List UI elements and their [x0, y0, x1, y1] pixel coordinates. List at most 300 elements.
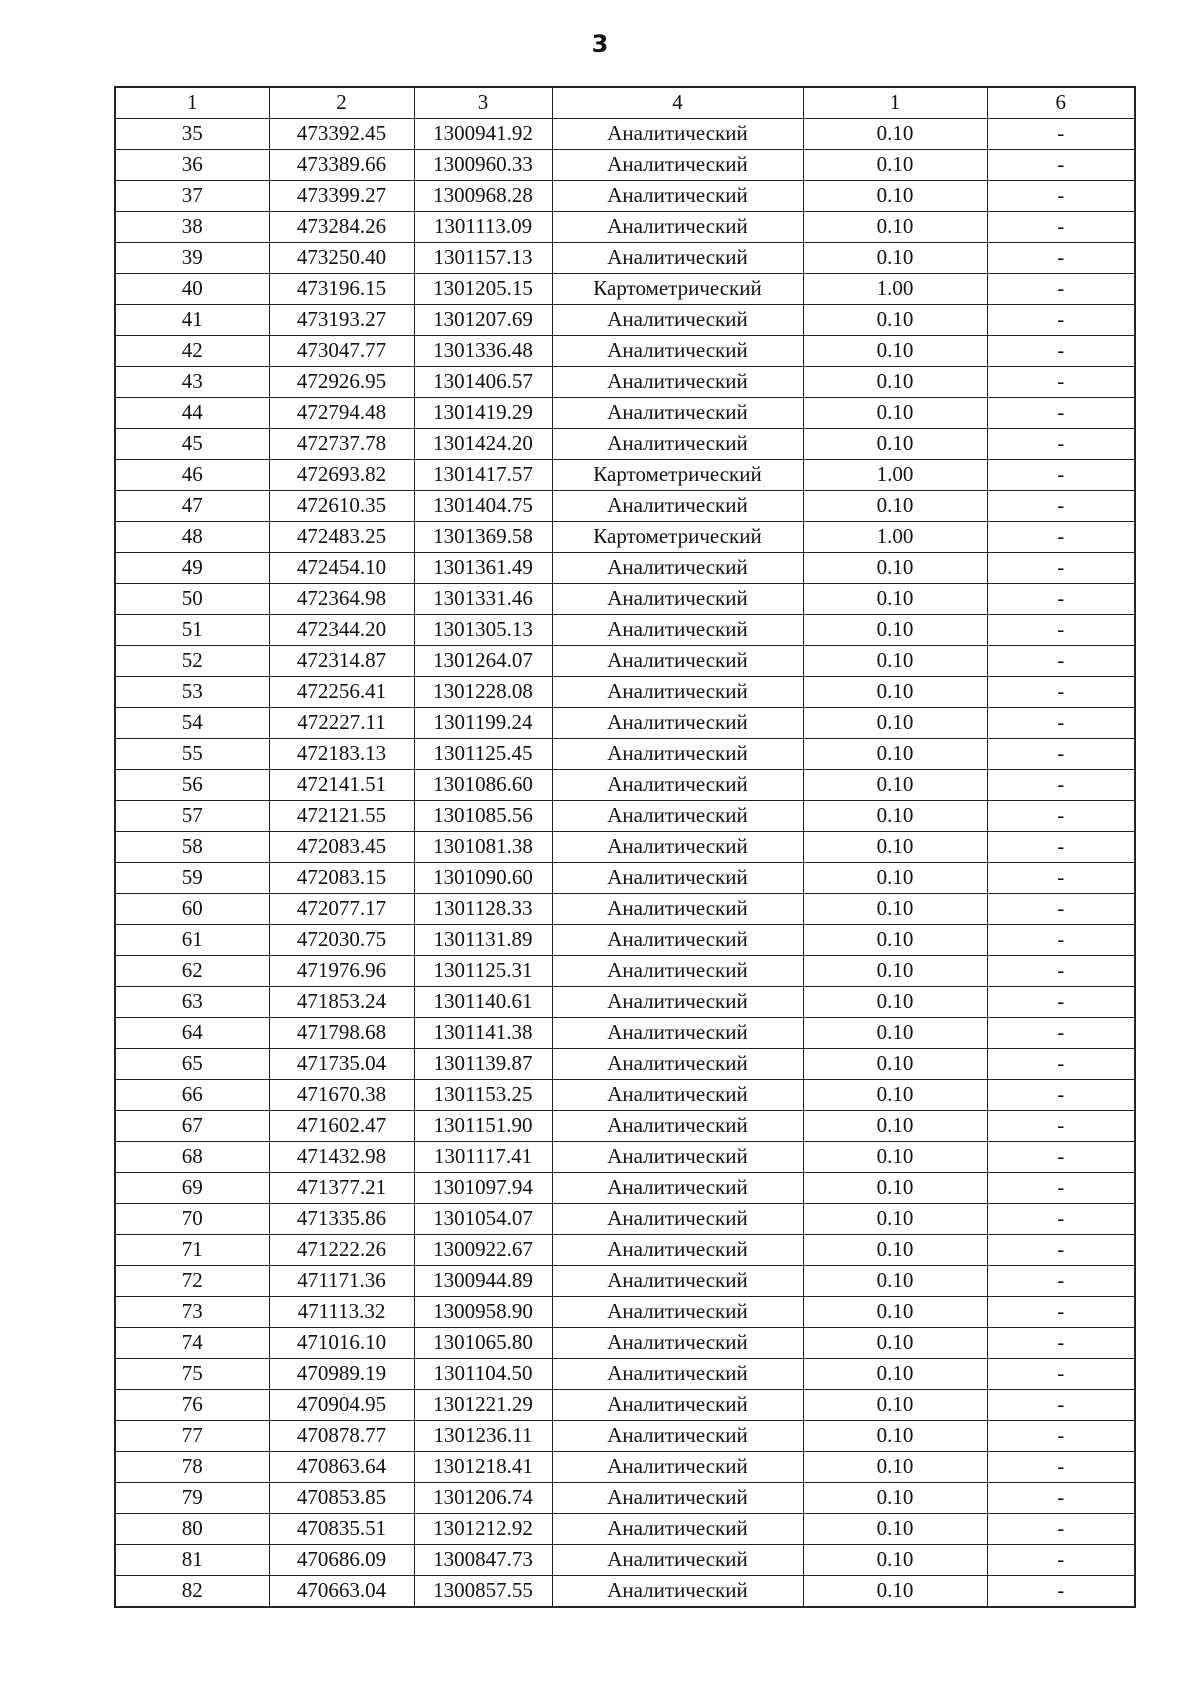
note-cell: - — [987, 242, 1135, 273]
x-coordinate-cell: 472364.98 — [269, 583, 414, 614]
accuracy-cell: 0.10 — [803, 552, 987, 583]
note-cell: - — [987, 552, 1135, 583]
table-row — [115, 614, 1135, 645]
point-number-cell: 49 — [115, 552, 269, 583]
note-cell: - — [987, 211, 1135, 242]
accuracy-cell: 0.10 — [803, 893, 987, 924]
x-coordinate-cell: 473193.27 — [269, 304, 414, 335]
table-row — [115, 1172, 1135, 1203]
point-number-cell: 61 — [115, 924, 269, 955]
x-coordinate-cell: 472083.15 — [269, 862, 414, 893]
point-number-cell: 73 — [115, 1296, 269, 1327]
accuracy-cell: 0.10 — [803, 924, 987, 955]
point-number-cell: 39 — [115, 242, 269, 273]
x-coordinate-cell: 471602.47 — [269, 1110, 414, 1141]
table-row — [115, 707, 1135, 738]
point-number-cell: 72 — [115, 1265, 269, 1296]
x-coordinate-cell: 473284.26 — [269, 211, 414, 242]
accuracy-cell: 0.10 — [803, 1110, 987, 1141]
note-cell: - — [987, 1544, 1135, 1575]
method-cell: Аналитический — [552, 676, 803, 707]
method-cell: Аналитический — [552, 397, 803, 428]
point-number-cell: 45 — [115, 428, 269, 459]
note-cell: - — [987, 1172, 1135, 1203]
table-row — [115, 1389, 1135, 1420]
y-coordinate-cell: 1301218.41 — [414, 1451, 552, 1482]
point-number-cell: 57 — [115, 800, 269, 831]
note-cell: - — [987, 1110, 1135, 1141]
method-cell: Аналитический — [552, 955, 803, 986]
table-row — [115, 924, 1135, 955]
note-cell: - — [987, 1451, 1135, 1482]
point-number-cell: 51 — [115, 614, 269, 645]
column-header: 1 — [803, 87, 987, 118]
y-coordinate-cell: 1301207.69 — [414, 304, 552, 335]
note-cell: - — [987, 1575, 1135, 1606]
y-coordinate-cell: 1301361.49 — [414, 552, 552, 583]
accuracy-cell: 0.10 — [803, 800, 987, 831]
method-cell: Аналитический — [552, 1327, 803, 1358]
point-number-cell: 79 — [115, 1482, 269, 1513]
point-number-cell: 70 — [115, 1203, 269, 1234]
x-coordinate-cell: 470878.77 — [269, 1420, 414, 1451]
table-row — [115, 1265, 1135, 1296]
table-row — [115, 831, 1135, 862]
method-cell: Аналитический — [552, 118, 803, 149]
y-coordinate-cell: 1301236.11 — [414, 1420, 552, 1451]
point-number-cell: 77 — [115, 1420, 269, 1451]
accuracy-cell: 0.10 — [803, 149, 987, 180]
note-cell: - — [987, 1296, 1135, 1327]
y-coordinate-cell: 1301199.24 — [414, 707, 552, 738]
method-cell: Аналитический — [552, 1048, 803, 1079]
point-number-cell: 55 — [115, 738, 269, 769]
table-row — [115, 1234, 1135, 1265]
accuracy-cell: 0.10 — [803, 490, 987, 521]
method-cell: Аналитический — [552, 1575, 803, 1606]
method-cell: Картометрический — [552, 459, 803, 490]
table-body — [115, 118, 1135, 1606]
table-row — [115, 955, 1135, 986]
y-coordinate-cell: 1301117.41 — [414, 1141, 552, 1172]
method-cell: Аналитический — [552, 1358, 803, 1389]
column-header: 1 — [115, 87, 269, 118]
note-cell: - — [987, 1420, 1135, 1451]
table-row — [115, 800, 1135, 831]
point-number-cell: 58 — [115, 831, 269, 862]
accuracy-cell: 0.10 — [803, 1482, 987, 1513]
x-coordinate-cell: 470835.51 — [269, 1513, 414, 1544]
point-number-cell: 81 — [115, 1544, 269, 1575]
table-row — [115, 583, 1135, 614]
method-cell: Аналитический — [552, 831, 803, 862]
point-number-cell: 35 — [115, 118, 269, 149]
accuracy-cell: 1.00 — [803, 459, 987, 490]
point-number-cell: 82 — [115, 1575, 269, 1606]
y-coordinate-cell: 1301086.60 — [414, 769, 552, 800]
point-number-cell: 63 — [115, 986, 269, 1017]
point-number-cell: 38 — [115, 211, 269, 242]
point-number-cell: 54 — [115, 707, 269, 738]
point-number-cell: 74 — [115, 1327, 269, 1358]
point-number-cell: 46 — [115, 459, 269, 490]
y-coordinate-cell: 1301157.13 — [414, 242, 552, 273]
x-coordinate-cell: 473196.15 — [269, 273, 414, 304]
note-cell: - — [987, 1079, 1135, 1110]
note-cell: - — [987, 397, 1135, 428]
x-coordinate-cell: 472256.41 — [269, 676, 414, 707]
table-row — [115, 552, 1135, 583]
method-cell: Аналитический — [552, 1389, 803, 1420]
point-number-cell: 76 — [115, 1389, 269, 1420]
method-cell: Аналитический — [552, 1203, 803, 1234]
method-cell: Аналитический — [552, 490, 803, 521]
column-header: 6 — [987, 87, 1135, 118]
x-coordinate-cell: 472141.51 — [269, 769, 414, 800]
column-header: 3 — [414, 87, 552, 118]
method-cell: Аналитический — [552, 242, 803, 273]
y-coordinate-cell: 1301128.33 — [414, 893, 552, 924]
table-row — [115, 1141, 1135, 1172]
y-coordinate-cell: 1301206.74 — [414, 1482, 552, 1513]
note-cell: - — [987, 180, 1135, 211]
table-row — [115, 1110, 1135, 1141]
point-number-cell: 56 — [115, 769, 269, 800]
y-coordinate-cell: 1301085.56 — [414, 800, 552, 831]
point-number-cell: 67 — [115, 1110, 269, 1141]
table-row — [115, 1575, 1135, 1606]
y-coordinate-cell: 1301264.07 — [414, 645, 552, 676]
y-coordinate-cell: 1301141.38 — [414, 1017, 552, 1048]
x-coordinate-cell: 470989.19 — [269, 1358, 414, 1389]
table-row — [115, 645, 1135, 676]
method-cell: Аналитический — [552, 1234, 803, 1265]
method-cell: Аналитический — [552, 924, 803, 955]
method-cell: Аналитический — [552, 1017, 803, 1048]
accuracy-cell: 0.10 — [803, 769, 987, 800]
method-cell: Аналитический — [552, 304, 803, 335]
y-coordinate-cell: 1301417.57 — [414, 459, 552, 490]
point-number-cell: 62 — [115, 955, 269, 986]
table-row — [115, 1296, 1135, 1327]
note-cell: - — [987, 1234, 1135, 1265]
x-coordinate-cell: 471853.24 — [269, 986, 414, 1017]
y-coordinate-cell: 1301113.09 — [414, 211, 552, 242]
y-coordinate-cell: 1301097.94 — [414, 1172, 552, 1203]
y-coordinate-cell: 1301104.50 — [414, 1358, 552, 1389]
y-coordinate-cell: 1300857.55 — [414, 1575, 552, 1606]
note-cell: - — [987, 831, 1135, 862]
accuracy-cell: 0.10 — [803, 1420, 987, 1451]
method-cell: Аналитический — [552, 645, 803, 676]
y-coordinate-cell: 1301131.89 — [414, 924, 552, 955]
point-number-cell: 75 — [115, 1358, 269, 1389]
note-cell: - — [987, 955, 1135, 986]
note-cell: - — [987, 1203, 1135, 1234]
table-row — [115, 893, 1135, 924]
note-cell: - — [987, 583, 1135, 614]
method-cell: Аналитический — [552, 1420, 803, 1451]
accuracy-cell: 0.10 — [803, 707, 987, 738]
accuracy-cell: 0.10 — [803, 1575, 987, 1606]
point-number-cell: 37 — [115, 180, 269, 211]
y-coordinate-cell: 1301212.92 — [414, 1513, 552, 1544]
note-cell: - — [987, 800, 1135, 831]
note-cell: - — [987, 645, 1135, 676]
y-coordinate-cell: 1300922.67 — [414, 1234, 552, 1265]
point-number-cell: 44 — [115, 397, 269, 428]
method-cell: Аналитический — [552, 769, 803, 800]
y-coordinate-cell: 1301221.29 — [414, 1389, 552, 1420]
method-cell: Картометрический — [552, 521, 803, 552]
x-coordinate-cell: 472030.75 — [269, 924, 414, 955]
table-row — [115, 149, 1135, 180]
note-cell: - — [987, 459, 1135, 490]
table-row — [115, 769, 1135, 800]
y-coordinate-cell: 1301369.58 — [414, 521, 552, 552]
x-coordinate-cell: 470904.95 — [269, 1389, 414, 1420]
point-number-cell: 68 — [115, 1141, 269, 1172]
point-number-cell: 48 — [115, 521, 269, 552]
x-coordinate-cell: 472926.95 — [269, 366, 414, 397]
point-number-cell: 41 — [115, 304, 269, 335]
x-coordinate-cell: 472121.55 — [269, 800, 414, 831]
note-cell: - — [987, 707, 1135, 738]
y-coordinate-cell: 1301054.07 — [414, 1203, 552, 1234]
x-coordinate-cell: 472083.45 — [269, 831, 414, 862]
y-coordinate-cell: 1300941.92 — [414, 118, 552, 149]
point-number-cell: 80 — [115, 1513, 269, 1544]
point-number-cell: 71 — [115, 1234, 269, 1265]
accuracy-cell: 0.10 — [803, 1203, 987, 1234]
table-row — [115, 366, 1135, 397]
point-number-cell: 47 — [115, 490, 269, 521]
method-cell: Аналитический — [552, 1265, 803, 1296]
note-cell: - — [987, 521, 1135, 552]
accuracy-cell: 0.10 — [803, 180, 987, 211]
table-row — [115, 304, 1135, 335]
table-row — [115, 1544, 1135, 1575]
table-row — [115, 738, 1135, 769]
method-cell: Аналитический — [552, 738, 803, 769]
note-cell: - — [987, 1513, 1135, 1544]
y-coordinate-cell: 1301419.29 — [414, 397, 552, 428]
method-cell: Аналитический — [552, 552, 803, 583]
point-number-cell: 53 — [115, 676, 269, 707]
note-cell: - — [987, 862, 1135, 893]
accuracy-cell: 0.10 — [803, 1017, 987, 1048]
accuracy-cell: 0.10 — [803, 1296, 987, 1327]
x-coordinate-cell: 473047.77 — [269, 335, 414, 366]
point-number-cell: 60 — [115, 893, 269, 924]
note-cell: - — [987, 118, 1135, 149]
accuracy-cell: 1.00 — [803, 521, 987, 552]
accuracy-cell: 0.10 — [803, 1234, 987, 1265]
table-row — [115, 490, 1135, 521]
x-coordinate-cell: 471377.21 — [269, 1172, 414, 1203]
accuracy-cell: 0.10 — [803, 1141, 987, 1172]
y-coordinate-cell: 1301140.61 — [414, 986, 552, 1017]
accuracy-cell: 0.10 — [803, 366, 987, 397]
point-number-cell: 64 — [115, 1017, 269, 1048]
column-header: 2 — [269, 87, 414, 118]
table-row — [115, 242, 1135, 273]
column-header: 4 — [552, 87, 803, 118]
header-row — [115, 87, 1135, 118]
note-cell: - — [987, 304, 1135, 335]
y-coordinate-cell: 1301090.60 — [414, 862, 552, 893]
table-row — [115, 1358, 1135, 1389]
point-number-cell: 66 — [115, 1079, 269, 1110]
accuracy-cell: 0.10 — [803, 862, 987, 893]
accuracy-cell: 0.10 — [803, 211, 987, 242]
method-cell: Аналитический — [552, 707, 803, 738]
x-coordinate-cell: 472227.11 — [269, 707, 414, 738]
table-row — [115, 335, 1135, 366]
note-cell: - — [987, 1389, 1135, 1420]
accuracy-cell: 0.10 — [803, 242, 987, 273]
note-cell: - — [987, 893, 1135, 924]
point-number-cell: 36 — [115, 149, 269, 180]
method-cell: Аналитический — [552, 893, 803, 924]
table-row — [115, 397, 1135, 428]
note-cell: - — [987, 1327, 1135, 1358]
page-number: 3 — [591, 30, 609, 58]
x-coordinate-cell: 470686.09 — [269, 1544, 414, 1575]
y-coordinate-cell: 1300968.28 — [414, 180, 552, 211]
x-coordinate-cell: 470863.64 — [269, 1451, 414, 1482]
method-cell: Аналитический — [552, 1141, 803, 1172]
note-cell: - — [987, 149, 1135, 180]
y-coordinate-cell: 1300960.33 — [414, 149, 552, 180]
accuracy-cell: 0.10 — [803, 1172, 987, 1203]
y-coordinate-cell: 1301336.48 — [414, 335, 552, 366]
method-cell: Аналитический — [552, 335, 803, 366]
method-cell: Аналитический — [552, 1544, 803, 1575]
y-coordinate-cell: 1301065.80 — [414, 1327, 552, 1358]
note-cell: - — [987, 614, 1135, 645]
method-cell: Аналитический — [552, 1079, 803, 1110]
accuracy-cell: 0.10 — [803, 986, 987, 1017]
table-row — [115, 986, 1135, 1017]
note-cell: - — [987, 366, 1135, 397]
x-coordinate-cell: 472794.48 — [269, 397, 414, 428]
method-cell: Картометрический — [552, 273, 803, 304]
method-cell: Аналитический — [552, 986, 803, 1017]
x-coordinate-cell: 473389.66 — [269, 149, 414, 180]
table-row — [115, 676, 1135, 707]
x-coordinate-cell: 471016.10 — [269, 1327, 414, 1358]
x-coordinate-cell: 472314.87 — [269, 645, 414, 676]
y-coordinate-cell: 1301406.57 — [414, 366, 552, 397]
note-cell: - — [987, 428, 1135, 459]
accuracy-cell: 0.10 — [803, 428, 987, 459]
accuracy-cell: 0.10 — [803, 614, 987, 645]
x-coordinate-cell: 473399.27 — [269, 180, 414, 211]
x-coordinate-cell: 472344.20 — [269, 614, 414, 645]
accuracy-cell: 0.10 — [803, 1079, 987, 1110]
point-number-cell: 50 — [115, 583, 269, 614]
method-cell: Аналитический — [552, 1296, 803, 1327]
accuracy-cell: 0.10 — [803, 676, 987, 707]
note-cell: - — [987, 490, 1135, 521]
table-row — [115, 1327, 1135, 1358]
table-row — [115, 180, 1135, 211]
table-row — [115, 459, 1135, 490]
point-number-cell: 40 — [115, 273, 269, 304]
y-coordinate-cell: 1301139.87 — [414, 1048, 552, 1079]
accuracy-cell: 0.10 — [803, 583, 987, 614]
table-row — [115, 428, 1135, 459]
y-coordinate-cell: 1301153.25 — [414, 1079, 552, 1110]
x-coordinate-cell: 471222.26 — [269, 1234, 414, 1265]
y-coordinate-cell: 1301125.45 — [414, 738, 552, 769]
method-cell: Аналитический — [552, 583, 803, 614]
point-number-cell: 42 — [115, 335, 269, 366]
x-coordinate-cell: 472610.35 — [269, 490, 414, 521]
note-cell: - — [987, 1358, 1135, 1389]
accuracy-cell: 0.10 — [803, 397, 987, 428]
accuracy-cell: 0.10 — [803, 831, 987, 862]
x-coordinate-cell: 471735.04 — [269, 1048, 414, 1079]
table-row — [115, 1482, 1135, 1513]
x-coordinate-cell: 471798.68 — [269, 1017, 414, 1048]
note-cell: - — [987, 1265, 1135, 1296]
accuracy-cell: 0.10 — [803, 118, 987, 149]
note-cell: - — [987, 924, 1135, 955]
table-row — [115, 1420, 1135, 1451]
table-row — [115, 1079, 1135, 1110]
x-coordinate-cell: 473250.40 — [269, 242, 414, 273]
method-cell: Аналитический — [552, 1513, 803, 1544]
x-coordinate-cell: 470853.85 — [269, 1482, 414, 1513]
accuracy-cell: 0.10 — [803, 1048, 987, 1079]
accuracy-cell: 0.10 — [803, 738, 987, 769]
accuracy-cell: 0.10 — [803, 1544, 987, 1575]
y-coordinate-cell: 1301205.15 — [414, 273, 552, 304]
y-coordinate-cell: 1300847.73 — [414, 1544, 552, 1575]
method-cell: Аналитический — [552, 211, 803, 242]
note-cell: - — [987, 335, 1135, 366]
accuracy-cell: 0.10 — [803, 645, 987, 676]
method-cell: Аналитический — [552, 149, 803, 180]
x-coordinate-cell: 472693.82 — [269, 459, 414, 490]
accuracy-cell: 1.00 — [803, 273, 987, 304]
point-number-cell: 52 — [115, 645, 269, 676]
table-row — [115, 521, 1135, 552]
x-coordinate-cell: 472737.78 — [269, 428, 414, 459]
method-cell: Аналитический — [552, 614, 803, 645]
method-cell: Аналитический — [552, 1482, 803, 1513]
table-row — [115, 1203, 1135, 1234]
point-number-cell: 78 — [115, 1451, 269, 1482]
table-row — [115, 273, 1135, 304]
y-coordinate-cell: 1301424.20 — [414, 428, 552, 459]
accuracy-cell: 0.10 — [803, 1358, 987, 1389]
x-coordinate-cell: 471670.38 — [269, 1079, 414, 1110]
x-coordinate-cell: 473392.45 — [269, 118, 414, 149]
table-row — [115, 1451, 1135, 1482]
table-row — [115, 1017, 1135, 1048]
accuracy-cell: 0.10 — [803, 1327, 987, 1358]
table-row — [115, 862, 1135, 893]
point-number-cell: 69 — [115, 1172, 269, 1203]
accuracy-cell: 0.10 — [803, 1451, 987, 1482]
method-cell: Аналитический — [552, 862, 803, 893]
accuracy-cell: 0.10 — [803, 955, 987, 986]
x-coordinate-cell: 470663.04 — [269, 1575, 414, 1606]
point-number-cell: 65 — [115, 1048, 269, 1079]
